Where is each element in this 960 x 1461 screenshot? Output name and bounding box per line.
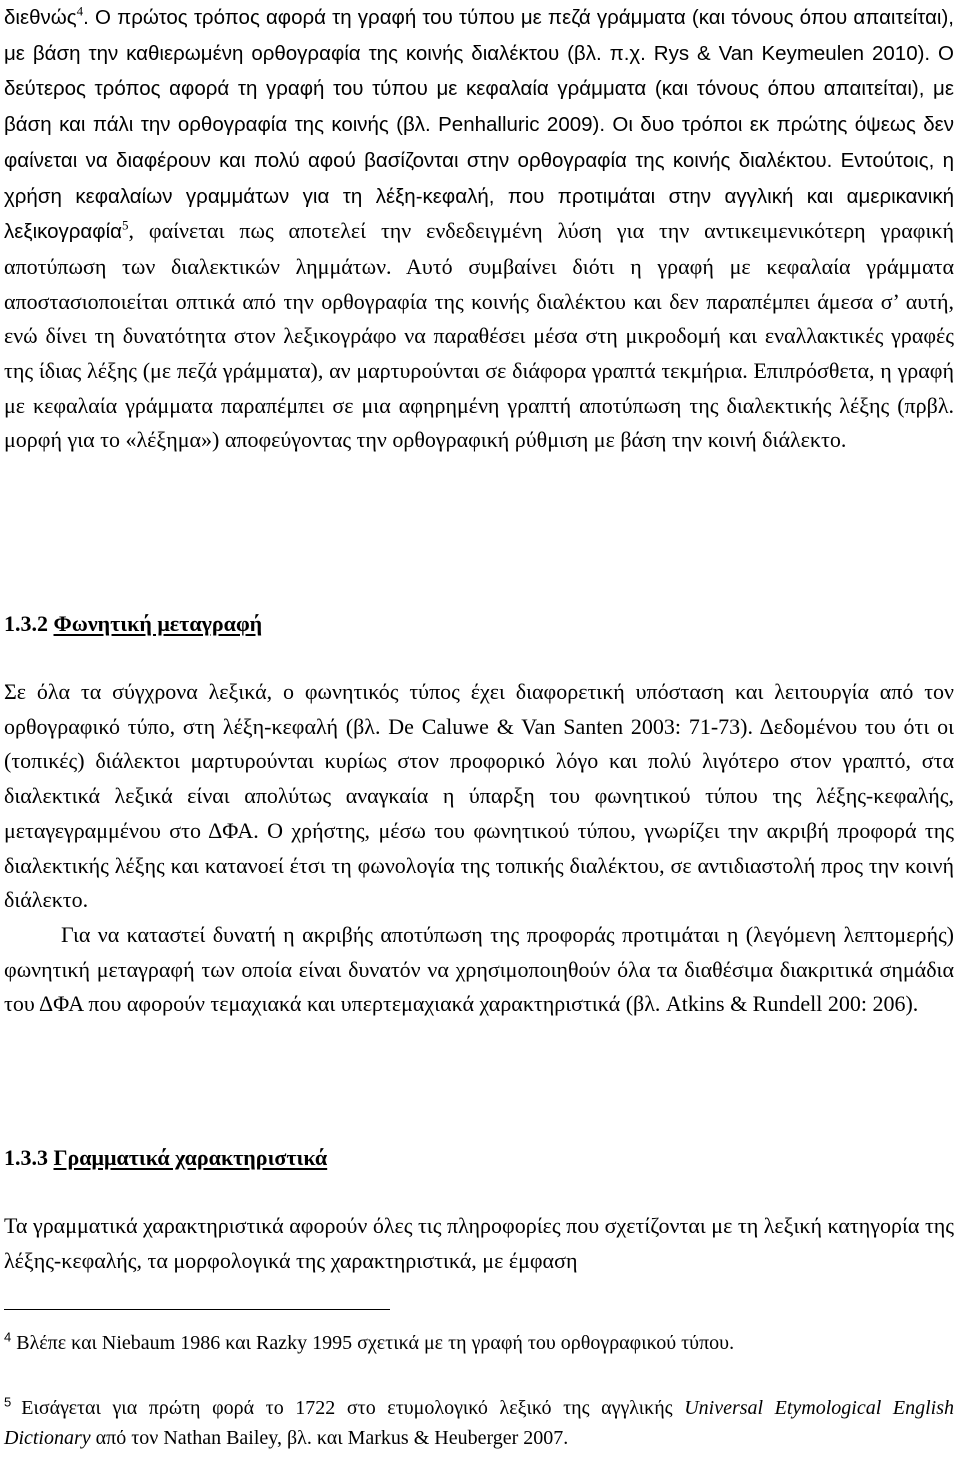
section-number: 1.3.2 — [4, 611, 54, 636]
footnote-title-italic: Universal Etymological English Dictionary — [4, 1397, 954, 1449]
footnote-ref-5[interactable]: 5 — [122, 217, 129, 233]
paragraph-text-indented: Για να καταστεί δυνατή η ακριβής αποτύπωση της προφοράς προτιμάται η (λεγόμενη λεπτομερής) φωνητική μεταγραφή των οποία είναι δυνατόν να χρησιμοποιηθούν όλα τα διαθέσιμα διακριτικά σημάδια του ΔΦΑ που αφορούν τεμαχιακά και υπερτεμαχιακά χαρακτηριστικά (βλ. Atkins & Rundell 200: 206). — [4, 921, 954, 1017]
paragraph-text: . Ο πρώτος τρόπος αφορά τη γραφή του τύπου με πεζά γράμματα (και τόνους όπου απαιτείται), με βάση την καθιερωμένη ορθογραφία της κοινής διαλέκτου (βλ. π.χ. Rys & Van Keymeulen 2010). Ο δεύτερος τρόπος αφορά τη γραφή του τύπου με κεφαλαία γράμματα (και τόνους όπου απαιτείται), με βάση και πάλι την ορθογραφία της κοινής (βλ. Penhalluric 2009). Οι δυο τρόποι εκ πρώτης όψεως δεν φαίνεται να διαφέρουν και πολύ αφού βασίζονται στην ορθογραφία της κοινής διαλέκτου. Εντούτοις, η χρήση κεφαλαίων γραμμάτων για τη λέξη-κεφαλή, που προτιμάται στην αγγλική και αμερικανική λεξικογραφία — [4, 6, 954, 244]
paragraph-text: διεθνώς — [4, 6, 77, 29]
paragraph-text: , φαίνεται πως αποτελεί την ενδεδειγμένη λύση για την αντικειμενικότερη γραφική αποτύπωση των διαλεκτικών λημμάτων. Αυτό συμβαίνει διότι η γραφή με κεφαλαία γράμματα αποστασιοποιείται οπτικά από την ορθογραφία της κοινής διαλέκτου και δεν παραπέμπει άμεσα σ’ αυτή, ενώ δίνει τη δυνατότητα στον λεξικογράφο να παραθέσει μέσα στη μικροδομή και εναλλακτικές γραφές της ίδιας λέξης (με πεζά γράμματα), αν μαρτυρούνται σε διάφορα γραπτά τεκμήρια. Επιπρόσθετα, η γραφή με κεφαλαία γράμματα παραπέμπει σε μια αφηρημένη γραπτή αποτύπωση της διαλεκτικής λέξης (πρβλ. μορφή για το «λέξημα») αποφεύγοντας την ορθογραφική ρύθμιση με βάση την κοινή διάλεκτο. — [4, 218, 954, 453]
footnote-mark: 5 — [4, 1394, 12, 1410]
document-page — [4, 0, 954, 1461]
section-title: Φωνητική μεταγραφή — [53, 611, 263, 636]
paragraph-dialect-spelling — [4, 0, 954, 458]
paragraph-phonetic-transcription — [4, 675, 954, 1022]
footnote-separator — [4, 1309, 390, 1310]
footnote-text: Εισάγεται για πρώτη φορά το 1722 στο ετυμολογικό λεξικό της αγγλικής — [21, 1397, 685, 1419]
paragraph-text: Σε όλα τα σύγχρονα λεξικά, ο φωνητικός τύπος έχει διαφορετική υπόσταση και λειτουργία από τον ορθογραφικό τύπο, στη λέξη-κεφαλή (βλ. De Caluwe & Van Santen 2003: 71-73). Δεδομένου του ότι οι (τοπικές) διάλεκτοι μαρτυρούνται κυρίως στον προφορικό λόγο και πολύ λιγότερο στον γραπτό, στα διαλεκτικά λεξικά είναι απολύτως αναγκαία η ύπαρξη του φωνητικού τύπου της λέξης-κεφαλής, μεταγεγραμμένου στο ΔΦΑ. Ο χρήστης, μέσω του φωνητικού τύπου, γνωρίζει την ακριβή προφορά της διαλεκτικής λέξης και κατανοεί έτσι τη φωνολογία της τοπικής διαλέκτου, σε αντιδιαστολή προς την κοινή διάλεκτο. — [4, 679, 954, 913]
section-heading-grammatical-features — [4, 1141, 327, 1176]
paragraph-text: Τα γραμματικά χαρακτηριστικά αφορούν όλες τις πληροφορίες που σχετίζονται με τη λεξική κατηγορία της λέξης-κεφαλής, τα μορφολογικά της χαρακτηριστικά, με έμφαση — [4, 1213, 954, 1273]
footnote-4 — [4, 1328, 954, 1358]
section-number: 1.3.3 — [4, 1145, 54, 1170]
section-heading-phonetic-transcription — [4, 607, 262, 642]
footnote-mark: 4 — [4, 1329, 12, 1345]
footnote-text: από τον Nathan Bailey, βλ. και Markus & Heuberger 2007. — [90, 1427, 569, 1449]
footnote-5 — [4, 1393, 954, 1453]
footnote-ref-4[interactable]: 4 — [76, 3, 84, 19]
section-title: Γραμματικά χαρακτηριστικά — [53, 1145, 328, 1170]
paragraph-grammatical-features — [4, 1209, 954, 1278]
footnote-text: Βλέπε και Niebaum 1986 και Razky 1995 σχετικά με τη γραφή του ορθογραφικού τύπου. — [11, 1332, 735, 1354]
